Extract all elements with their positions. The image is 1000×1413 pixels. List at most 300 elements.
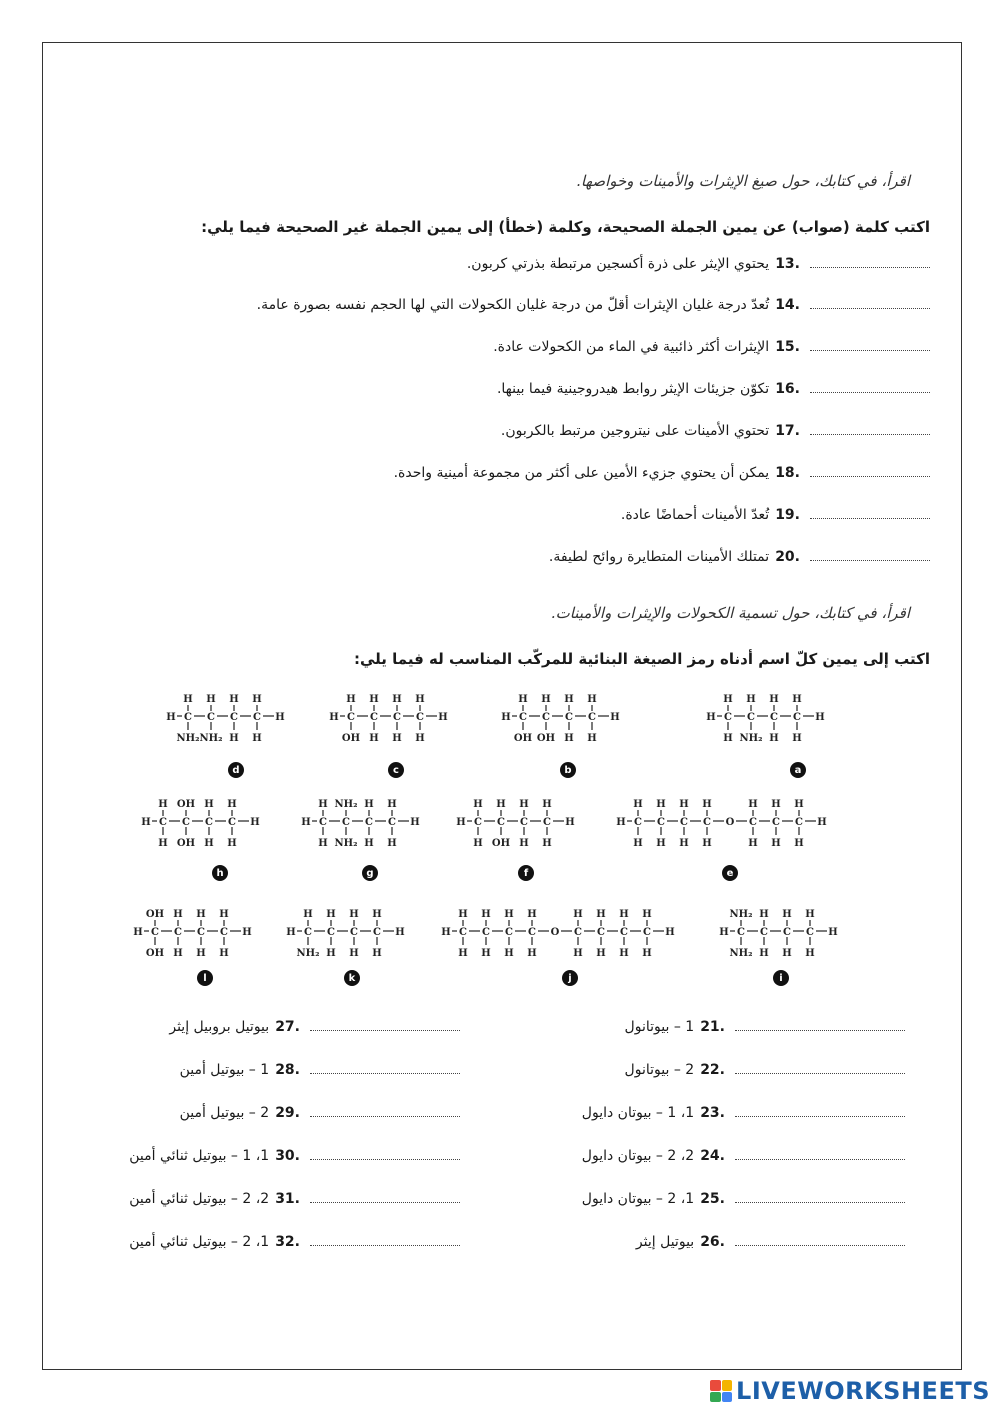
answer-number: 22.	[700, 1062, 725, 1078]
atom-bottom: H	[542, 838, 552, 849]
formula-drawing	[328, 683, 466, 753]
atom-top: H	[204, 799, 214, 810]
atom-h: H	[616, 817, 626, 828]
atom-c: C	[574, 927, 582, 938]
atom-top: H	[458, 909, 468, 920]
formula-drawing	[140, 788, 278, 858]
atom-top: H	[518, 694, 528, 705]
atom-bottom: OH	[491, 838, 511, 849]
question-text: تكوّن جزيئات الإيثر روابط هيدروجينية فيما بينها.	[496, 381, 770, 397]
question-row	[497, 380, 930, 406]
answer-number: 26.	[700, 1234, 725, 1250]
atom-h: H	[706, 712, 716, 723]
atom-h: H	[133, 927, 143, 938]
atom-top: H	[387, 799, 397, 810]
answer-blank[interactable]	[810, 338, 930, 351]
naming-answer-row	[582, 1190, 905, 1214]
formula-drawing	[500, 683, 638, 753]
atom-c: C	[373, 927, 381, 938]
atom-c: C	[365, 817, 373, 828]
atom-h: H	[456, 817, 466, 828]
answer-number: 27.	[275, 1019, 300, 1035]
atom-top: H	[349, 909, 359, 920]
atom-top: H	[679, 799, 689, 810]
atom-bottom: H	[587, 733, 597, 744]
answer-blank[interactable]	[810, 422, 930, 435]
atom-h: H	[301, 817, 311, 828]
atom-h: H	[438, 712, 448, 723]
atom-bottom: OH	[176, 838, 196, 849]
structural-formula-j	[440, 898, 693, 972]
atom-top: H	[364, 799, 374, 810]
atom-bottom: H	[527, 948, 537, 959]
answer-blank[interactable]	[810, 380, 930, 393]
atom-c: C	[597, 927, 605, 938]
structural-formula-k	[285, 898, 423, 972]
atom-c: C	[253, 712, 261, 723]
answer-number: 30.	[275, 1148, 300, 1164]
answer-number: 31.	[275, 1191, 300, 1207]
atom-top: H	[173, 909, 183, 920]
atom-c: C	[772, 817, 780, 828]
formula-drawing	[718, 898, 856, 968]
atom-bottom: H	[805, 948, 815, 959]
atom-bottom: H	[364, 838, 374, 849]
atom-h: H	[410, 817, 420, 828]
atom-c: C	[657, 817, 665, 828]
atom-top: H	[805, 909, 815, 920]
atom-top: H	[587, 694, 597, 705]
atom-c: C	[634, 817, 642, 828]
question-number: 13.	[775, 256, 800, 272]
atom-bottom: NH₂	[334, 838, 358, 849]
atom-bottom: OH	[145, 948, 165, 959]
atom-top: H	[642, 909, 652, 920]
answer-blank[interactable]	[310, 1104, 460, 1117]
naming-answer-row	[625, 1061, 905, 1085]
atom-c: C	[520, 817, 528, 828]
atom-bottom: H	[504, 948, 514, 959]
atom-h: H	[329, 712, 339, 723]
atom-top: OH	[176, 799, 196, 810]
atom-bottom: H	[771, 838, 781, 849]
atom-h: H	[250, 817, 260, 828]
atom-c: C	[205, 817, 213, 828]
answer-blank[interactable]	[810, 506, 930, 519]
atom-bottom: H	[392, 733, 402, 744]
question-number: 14.	[775, 297, 800, 313]
atom-bottom: NH₂	[729, 948, 753, 959]
question-number: 19.	[775, 507, 800, 523]
atom-top: H	[496, 799, 506, 810]
structural-formula-g	[300, 788, 438, 862]
atom-top: H	[318, 799, 328, 810]
atom-top: H	[415, 694, 425, 705]
atom-c: C	[416, 712, 424, 723]
question-row	[394, 464, 930, 490]
answer-blank[interactable]	[310, 1061, 460, 1074]
atom-top: H	[723, 694, 733, 705]
question-number: 16.	[775, 381, 800, 397]
question-row	[549, 548, 930, 574]
atom-bottom: H	[723, 733, 733, 744]
atom-c: C	[680, 817, 688, 828]
atom-bottom: H	[782, 948, 792, 959]
atom-top: H	[229, 694, 239, 705]
atom-c: C	[393, 712, 401, 723]
atom-h: H	[665, 927, 675, 938]
atom-bottom: H	[596, 948, 606, 959]
formula-label-g: g	[362, 865, 378, 881]
logo-square-1	[710, 1380, 721, 1391]
atom-top: H	[541, 694, 551, 705]
atom-top: H	[619, 909, 629, 920]
question-text: تُعدّ الأمينات أحماضًا عادة.	[620, 507, 770, 523]
atom-c: C	[542, 712, 550, 723]
formula-drawing	[615, 788, 845, 858]
atom-bottom: H	[219, 948, 229, 959]
structural-formula-i	[718, 898, 856, 972]
compound-name: 1 – بيوتيل أمين	[179, 1062, 270, 1078]
atom-h: H	[719, 927, 729, 938]
answer-number: 32.	[275, 1234, 300, 1250]
atom-c: C	[806, 927, 814, 938]
naming-answer-row	[129, 1233, 460, 1257]
atom-top: H	[656, 799, 666, 810]
atom-c: C	[703, 817, 711, 828]
atom-h: H	[395, 927, 405, 938]
atom-bottom: H	[619, 948, 629, 959]
atom-c: C	[230, 712, 238, 723]
atom-bottom: OH	[536, 733, 556, 744]
atom-bottom: H	[633, 838, 643, 849]
atom-top: H	[769, 694, 779, 705]
atom-bottom: H	[769, 733, 779, 744]
compound-name: بيوتيل إيثر	[635, 1234, 695, 1250]
formula-drawing	[705, 683, 843, 753]
atom-bottom: H	[227, 838, 237, 849]
atom-h: H	[828, 927, 838, 938]
liveworksheets-brand: LIVEWORKSHEETS	[736, 1377, 990, 1405]
atom-bottom: H	[564, 733, 574, 744]
question-text: يمكن أن يحتوي جزيء الأمين على أكثر من مجموعة أمينية واحدة.	[393, 465, 770, 481]
question-row	[493, 338, 930, 364]
naming-answer-row	[169, 1018, 460, 1042]
atom-c: C	[370, 712, 378, 723]
atom-o: O	[725, 817, 735, 828]
atom-c: C	[459, 927, 467, 938]
atom-c: C	[737, 927, 745, 938]
answer-blank[interactable]	[810, 255, 930, 268]
compound-name: 1، 1 – بيوتيل ثنائي أمين	[129, 1148, 270, 1164]
atom-c: C	[793, 712, 801, 723]
atom-bottom: H	[656, 838, 666, 849]
atom-h: H	[166, 712, 176, 723]
atom-bottom: H	[229, 733, 239, 744]
atom-c: C	[197, 927, 205, 938]
atom-bottom: H	[158, 838, 168, 849]
question-number: 15.	[775, 339, 800, 355]
atom-top: H	[573, 909, 583, 920]
atom-bottom: H	[759, 948, 769, 959]
atom-top: H	[303, 909, 313, 920]
atom-c: C	[783, 927, 791, 938]
naming-answer-row	[582, 1104, 905, 1128]
atom-bottom: OH	[513, 733, 533, 744]
atom-top: H	[746, 694, 756, 705]
atom-top: H	[252, 694, 262, 705]
atom-top: H	[183, 694, 193, 705]
atom-bottom: H	[458, 948, 468, 959]
logo-square-3	[710, 1392, 721, 1403]
atom-bottom: H	[642, 948, 652, 959]
atom-c: C	[474, 817, 482, 828]
atom-bottom: H	[481, 948, 491, 959]
answer-number: 21.	[700, 1019, 725, 1035]
section1-intro: اقرأ، في كتابك، حول صيغ الإيثرات والأمينات وخواصها.	[576, 172, 910, 190]
atom-top: H	[206, 694, 216, 705]
atom-bottom: H	[519, 838, 529, 849]
formula-label-a: a	[790, 762, 806, 778]
question-text: يحتوي الإيثر على ذرة أكسجين مرتبطة بذرتي كربون.	[466, 256, 770, 272]
atom-bottom: H	[318, 838, 328, 849]
atom-c: C	[528, 927, 536, 938]
atom-c: C	[327, 927, 335, 938]
atom-top: H	[196, 909, 206, 920]
atom-top: H	[372, 909, 382, 920]
question-number: 18.	[775, 465, 800, 481]
answer-blank[interactable]	[735, 1233, 905, 1246]
structural-formula-a	[705, 683, 843, 757]
naming-answer-row	[625, 1018, 905, 1042]
answer-number: 24.	[700, 1148, 725, 1164]
atom-h: H	[275, 712, 285, 723]
question-row	[257, 296, 930, 322]
atom-c: C	[342, 817, 350, 828]
atom-h: H	[817, 817, 827, 828]
section2-instruction: اكتب إلى يمين كلّ اسم أدناه رمز الصيغة البنائية للمركّب المناسب له فيما يلي:	[354, 650, 930, 668]
atom-top: H	[346, 694, 356, 705]
compound-name: 1، 1 – بيوتان دايول	[581, 1105, 695, 1121]
atom-c: C	[760, 927, 768, 938]
atom-bottom: H	[204, 838, 214, 849]
structural-formula-f	[455, 788, 593, 862]
answer-blank[interactable]	[810, 548, 930, 561]
formula-label-b: b	[560, 762, 576, 778]
atom-c: C	[350, 927, 358, 938]
atom-top: H	[227, 799, 237, 810]
formula-drawing	[300, 788, 438, 858]
answer-number: 28.	[275, 1062, 300, 1078]
formula-label-c: c	[388, 762, 404, 778]
atom-bottom: H	[415, 733, 425, 744]
atom-c: C	[543, 817, 551, 828]
atom-c: C	[174, 927, 182, 938]
atom-c: C	[347, 712, 355, 723]
answer-blank[interactable]	[310, 1233, 460, 1246]
formula-drawing	[285, 898, 423, 968]
compound-name: 1 – بيوتانول	[624, 1019, 695, 1035]
compound-name: بيوتيل بروبيل إيثر	[169, 1019, 270, 1035]
atom-top: H	[504, 909, 514, 920]
atom-bottom: H	[196, 948, 206, 959]
naming-answer-row	[180, 1104, 460, 1128]
atom-bottom: H	[573, 948, 583, 959]
atom-bottom: H	[679, 838, 689, 849]
atom-top: H	[219, 909, 229, 920]
compound-name: 2، 2 – بيوتيل ثنائي أمين	[129, 1191, 270, 1207]
formula-drawing	[455, 788, 593, 858]
answer-blank[interactable]	[810, 464, 930, 477]
compound-name: 2 – بيوتانول	[624, 1062, 695, 1078]
atom-bottom: H	[252, 733, 262, 744]
atom-h: H	[242, 927, 252, 938]
question-row	[501, 422, 930, 448]
answer-blank[interactable]	[810, 296, 930, 309]
structural-formula-e	[615, 788, 845, 862]
naming-answer-row	[582, 1147, 905, 1171]
atom-c: C	[319, 817, 327, 828]
atom-c: C	[620, 927, 628, 938]
section1-instruction: اكتب كلمة (صواب) عن يمين الجملة الصحيحة، وكلمة (خطأ) إلى يمين الجملة غير الصحيحة فيما يلي:	[201, 218, 930, 236]
atom-o: O	[550, 927, 560, 938]
question-number: 17.	[775, 423, 800, 439]
atom-top: H	[326, 909, 336, 920]
compound-name: 1، 2 – بيوتيل ثنائي أمين	[129, 1234, 270, 1250]
atom-c: C	[497, 817, 505, 828]
atom-h: H	[141, 817, 151, 828]
compound-name: 1، 2 – بيوتان دايول	[581, 1191, 695, 1207]
atom-top: H	[782, 909, 792, 920]
atom-bottom: NH₂	[176, 733, 200, 744]
formula-label-f: f	[518, 865, 534, 881]
atom-bottom: NH₂	[296, 948, 320, 959]
logo-square-4	[722, 1392, 733, 1403]
liveworksheets-logo-icon	[710, 1380, 732, 1402]
atom-h: H	[610, 712, 620, 723]
atom-top: H	[759, 909, 769, 920]
formula-drawing	[440, 898, 693, 968]
atom-c: C	[588, 712, 596, 723]
atom-c: C	[643, 927, 651, 938]
atom-c: C	[388, 817, 396, 828]
atom-c: C	[159, 817, 167, 828]
atom-top: H	[771, 799, 781, 810]
atom-c: C	[749, 817, 757, 828]
atom-bottom: H	[369, 733, 379, 744]
atom-top: OH	[145, 909, 165, 920]
structural-formula-b	[500, 683, 638, 757]
atom-h: H	[441, 927, 451, 938]
formula-label-d: d	[228, 762, 244, 778]
structural-formula-h	[140, 788, 278, 862]
atom-c: C	[304, 927, 312, 938]
atom-c: C	[519, 712, 527, 723]
structural-formula-l	[132, 898, 270, 972]
naming-answer-row	[129, 1190, 460, 1214]
compound-name: 2 – بيوتيل أمين	[179, 1105, 270, 1121]
question-row	[467, 255, 930, 281]
naming-answer-row	[636, 1233, 905, 1257]
naming-answer-row	[129, 1147, 460, 1171]
atom-bottom: H	[372, 948, 382, 959]
atom-c: C	[505, 927, 513, 938]
question-text: الإيثرات أكثر ذائبية في الماء من الكحولات عادة.	[493, 339, 770, 355]
answer-blank[interactable]	[735, 1190, 905, 1203]
atom-c: C	[207, 712, 215, 723]
section2-intro: اقرأ، في كتابك، حول تسمية الكحولات والإيثرات والأمينات.	[550, 604, 910, 622]
formula-label-l: l	[197, 970, 213, 986]
atom-top: H	[392, 694, 402, 705]
atom-top: H	[158, 799, 168, 810]
atom-c: C	[220, 927, 228, 938]
answer-blank[interactable]	[735, 1147, 905, 1160]
answer-blank[interactable]	[735, 1018, 905, 1031]
atom-bottom: H	[792, 733, 802, 744]
atom-c: C	[151, 927, 159, 938]
question-text: تحتوي الأمينات على نيتروجين مرتبط بالكربون.	[500, 423, 770, 439]
atom-top: H	[473, 799, 483, 810]
answer-blank[interactable]	[310, 1147, 460, 1160]
atom-bottom: H	[794, 838, 804, 849]
answer-blank[interactable]	[735, 1061, 905, 1074]
question-text: تُعدّ درجة غليان الإيثرات أقلّ من درجة غليان الكحولات التي لها الحجم نفسه بصورة عامة.	[256, 297, 770, 313]
atom-c: C	[747, 712, 755, 723]
atom-top: H	[481, 909, 491, 920]
atom-bottom: H	[473, 838, 483, 849]
atom-h: H	[815, 712, 825, 723]
atom-c: C	[482, 927, 490, 938]
answer-blank[interactable]	[310, 1190, 460, 1203]
atom-bottom: H	[349, 948, 359, 959]
atom-top: H	[794, 799, 804, 810]
atom-top: H	[542, 799, 552, 810]
logo-square-2	[722, 1380, 733, 1391]
atom-top: H	[633, 799, 643, 810]
formula-drawing	[132, 898, 270, 968]
atom-top: H	[792, 694, 802, 705]
atom-top: H	[369, 694, 379, 705]
answer-blank[interactable]	[735, 1104, 905, 1117]
structural-formula-d	[165, 683, 303, 757]
answer-number: 25.	[700, 1191, 725, 1207]
atom-c: C	[184, 712, 192, 723]
structural-formula-c	[328, 683, 466, 757]
atom-c: C	[770, 712, 778, 723]
atom-bottom: H	[702, 838, 712, 849]
atom-bottom: NH₂	[199, 733, 223, 744]
liveworksheets-logo	[710, 1377, 990, 1405]
question-number: 20.	[775, 549, 800, 565]
atom-c: C	[795, 817, 803, 828]
atom-top: NH₂	[334, 799, 358, 810]
atom-c: C	[182, 817, 190, 828]
atom-h: H	[501, 712, 511, 723]
formula-label-j: j	[562, 970, 578, 986]
formula-label-e: e	[722, 865, 738, 881]
formula-drawing	[165, 683, 303, 753]
atom-top: H	[519, 799, 529, 810]
atom-h: H	[286, 927, 296, 938]
answer-blank[interactable]	[310, 1018, 460, 1031]
atom-bottom: H	[387, 838, 397, 849]
compound-name: 2، 2 – بيوتان دايول	[581, 1148, 695, 1164]
atom-top: H	[527, 909, 537, 920]
answer-number: 23.	[700, 1105, 725, 1121]
naming-answer-row	[180, 1061, 460, 1085]
formula-label-i: i	[773, 970, 789, 986]
atom-bottom: OH	[341, 733, 361, 744]
